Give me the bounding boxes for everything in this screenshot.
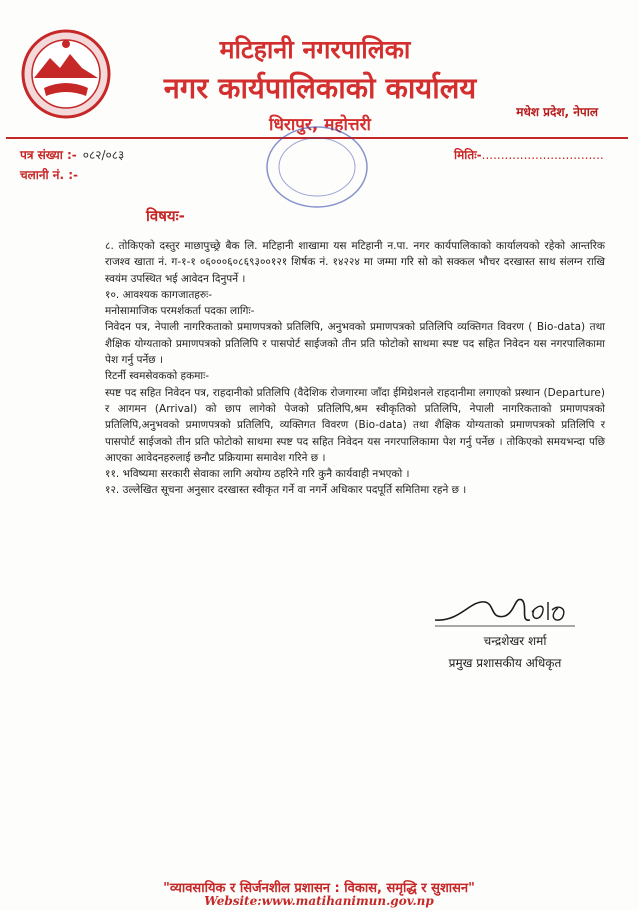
footer-slogan: "व्यावसायिक र सिर्जनशील प्रशासन : विकास, समृद्धि र सुशासन" [163, 881, 475, 896]
letter-number-value: ०८२/०८३ [82, 148, 125, 162]
date-label: मितिः- [454, 148, 482, 162]
paragraph: ११. भविष्यमा सरकारी सेवाका लागि अयोग्य ठहरिने गरि कुनै कार्यवाही नभएको । [105, 468, 410, 481]
nepal-emblem-icon [20, 28, 112, 120]
office-stamp-icon [262, 122, 372, 212]
letter-number-label: पत्र संख्या :- [20, 148, 77, 162]
paragraph: १०. आवश्यक कागजातहरुः- [105, 288, 213, 301]
signatory-title: प्रमुख प्रशासकीय अधिकृत [448, 656, 562, 670]
paragraph: १२. उल्लेखित सूचना अनुसार दरखास्त स्वीकृत गर्ने वा नगर्ने अधिकार पदपूर्ति समितिमा रहने छ । [105, 484, 467, 497]
signatory-name: चन्द्रशेखर शर्मा [483, 634, 547, 648]
signature-icon [430, 590, 580, 630]
footer-website[interactable]: Website:www.matihanimun.gov.np [204, 894, 434, 908]
paragraph: मनोसामाजिक परमर्शकर्ता पदका लागिः- [105, 305, 255, 318]
office-name: नगर कार्यपालिकाको कार्यालय [163, 71, 477, 105]
dispatch-number-label: चलानी नं. :- [20, 168, 78, 182]
date-field [454, 146, 604, 163]
letter-number [20, 146, 124, 163]
municipality-name: मटिहानी नगरपालिका [219, 35, 411, 64]
letter-body [105, 238, 605, 499]
province-label: मधेश प्रदेश, नेपाल [516, 105, 598, 119]
paragraph: निवेदन पत्र, नेपाली नागरिकताको प्रमाणपत्रको प्रतिलिपि, अनुभवको प्रमाणपत्रको प्रतिलिपि व्यक्तिगत विवरण ( Bio-data) तथा शैक्षिक योग्यताको प्रमाणपत्रको प्रतिलिपि र पासपोर्ट साईजको तीन प्रति फोटोको साथमा स्पष्ट पद सहित निवेदन यस नगरपालिकामा पेश गर्नु पर्नेछ । [105, 321, 605, 367]
date-dots: ................................ [481, 148, 604, 162]
paragraph: ८. तोकिएको दस्तुर माछापुच्छ्रे बैक लि. मटिहानी शाखामा यस मटिहानी न.पा. नगर कार्यपालिकाको कार्यालयको रहेको आन्तरिक राजश्व खाता नं. ग-१-१ ०६०००६०८६९३००१२१ शिर्षक नं. १४२२४ मा जम्मा गरि सो को सक्कल भौचर दरखास्त साथ संलग्न राखि स्वयंम उपस्थित भई आवेदन दिनुपर्ने । [105, 240, 605, 285]
paragraph: स्पष्ट पद सहित निवेदन पत्र, राहदानीको प्रतिलिपि (वैदेशिक रोजगारमा जाँदा ईमिग्रेशनले राहदानीमा लगाएको प्रस्थान (Departure) र आगमन (Arrival) को छाप लागेको पेजको प्रतिलिपि,श्रम स्वीकृतिको प्रतिलिपि, नेपाली नागरिकताको प्रमाणपत्रको प्रतिलिपि,अनुभवको प्रमाणपत्रको प्रतिलिपि, व्यक्तिगत विवरण (Bio-data) तथा शैक्षिक योग्यताको प्रमाणपत्रको प्रतिलिपि र पासपोर्ट साईजको तीन प्रति फोटोको साथमा स्पष्ट पद सहित निवेदन यस नगरपालिकामा पेश गर्नु पर्नेछ । तोकिएको समयभन्दा पछि आएका आवेदनहरुलाई छनौट प्रक्रियामा समावेश गरिने छ । [105, 386, 605, 464]
subject-label: विषयः- [146, 207, 185, 225]
office-location: धिरापुर, महोत्तरी [269, 115, 371, 135]
paragraph: रिटर्नी स्वमसेवकको हकमाः- [105, 370, 210, 383]
